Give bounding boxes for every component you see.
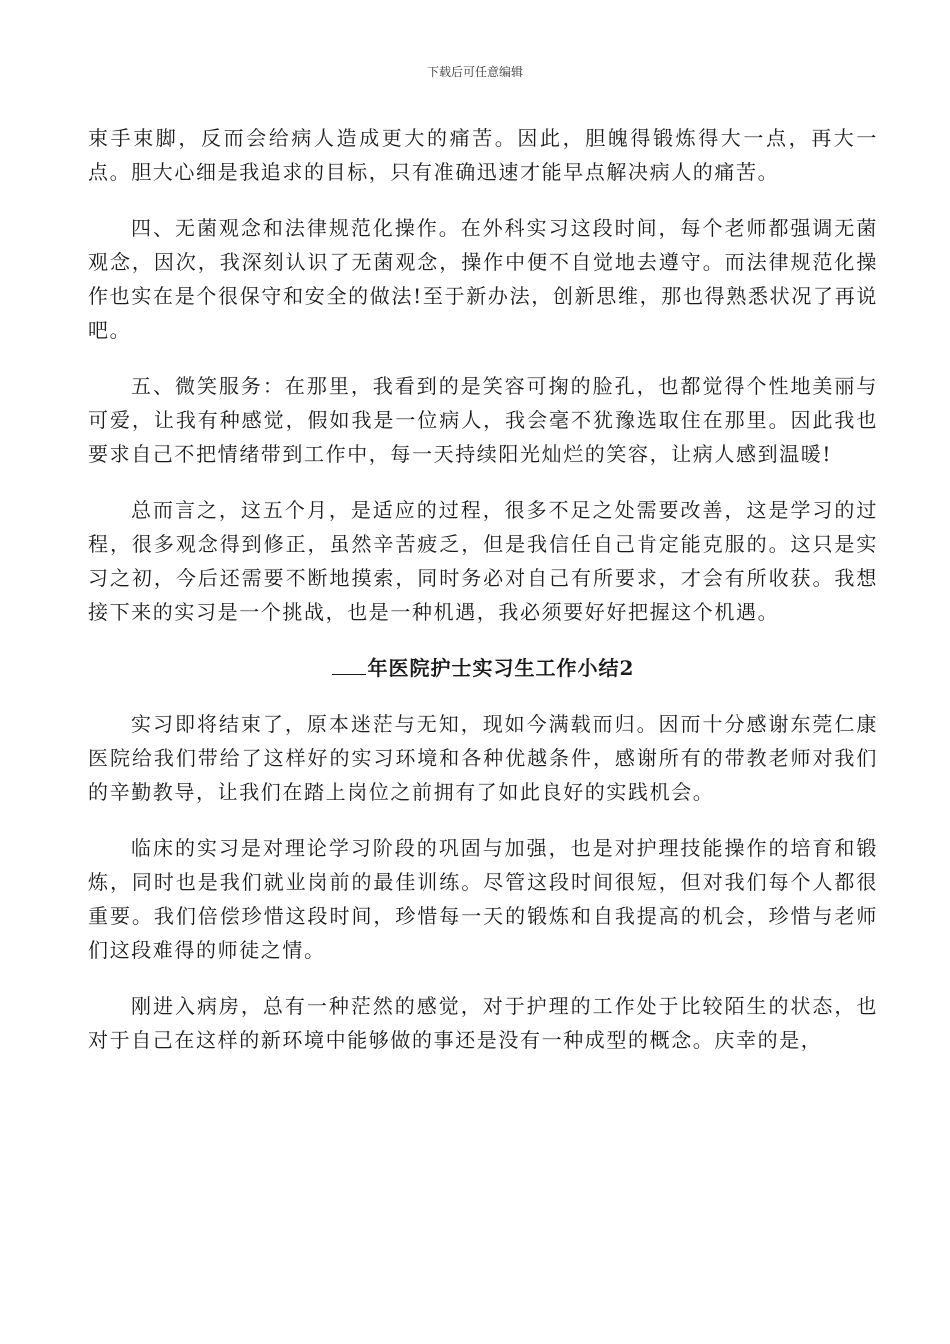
- page-header: 下载后可任意编辑: [426, 65, 523, 79]
- title-blank-line: [332, 674, 366, 675]
- paragraph-smile-service: 五、微笑服务：在那里，我看到的是笑容可掬的脸孔，也都觉得个性地美丽与可爱，让我有种感觉，假如我是一位病人，我会毫不犹豫选取住在那里。因此我也要求自己不把情绪带到工作中，每一天持续阳光灿烂的笑容，让病人感到温暖!: [88, 374, 878, 466]
- paragraph-continuation: 束手束脚，反而会给病人造成更大的痛苦。因此，胆魄得锻炼得大一点，再大一点。胆大心细是我追求的目标，只有准确迅速才能早点解决病人的痛苦。: [88, 126, 878, 184]
- paragraph-clinical-practice: 临床的实习是对理论学习阶段的巩固与加强，也是对护理技能操作的培育和锻炼，同时也是我们就业岗前的最佳训练。尽管这段时间很短，但对我们每个人都很重要。我们倍偿珍惜这段时间，珍惜每一天的锻炼和自我提高的机会，珍惜与老师们这段难得的师徒之情。: [88, 836, 878, 962]
- paragraph-aseptic-concept: 四、无菌观念和法律规范化操作。在外科实习这段时间，每个老师都强调无菌观念，因次，我深刻认识了无菌观念，操作中便不自觉地去遵守。而法律规范化操作也实在是个很保守和安全的做法!至于新办法，创新思维，那也得熟悉状况了再说吧。: [88, 216, 878, 342]
- document-body: [88, 121, 878, 1057]
- section-title: [88, 651, 878, 685]
- paragraph-entering-ward: 刚进入病房，总有一种茫然的感觉，对于护理的工作处于比较陌生的状态，也对于自己在这样的新环境中能够做的事还是没有一种成型的概念。庆幸的是，: [88, 994, 878, 1052]
- paragraph-summary: 总而言之，这五个月，是适应的过程，很多不足之处需要改善，这是学习的过程，很多观念得到修正，虽然辛苦疲乏，但是我信任自己肯定能克服的。这只是实习之初，今后还需要不断地摸索，同时务必对自己有所要求，才会有所收获。我想接下来的实习是一个挑战，也是一种机遇，我必须要好好把握这个机遇。: [88, 498, 878, 624]
- section-title-text: 年医院护士实习生工作小结2: [367, 656, 635, 680]
- paragraph-internship-ending: 实习即将结束了，原本迷茫与无知，现如今满载而归。因而十分感谢东莞仁康医院给我们带给了这样好的实习环境和各种优越条件，感谢所有的带教老师对我们的辛勤教导，让我们在踏上岗位之前拥有了如此良好的实践机会。: [88, 712, 878, 804]
